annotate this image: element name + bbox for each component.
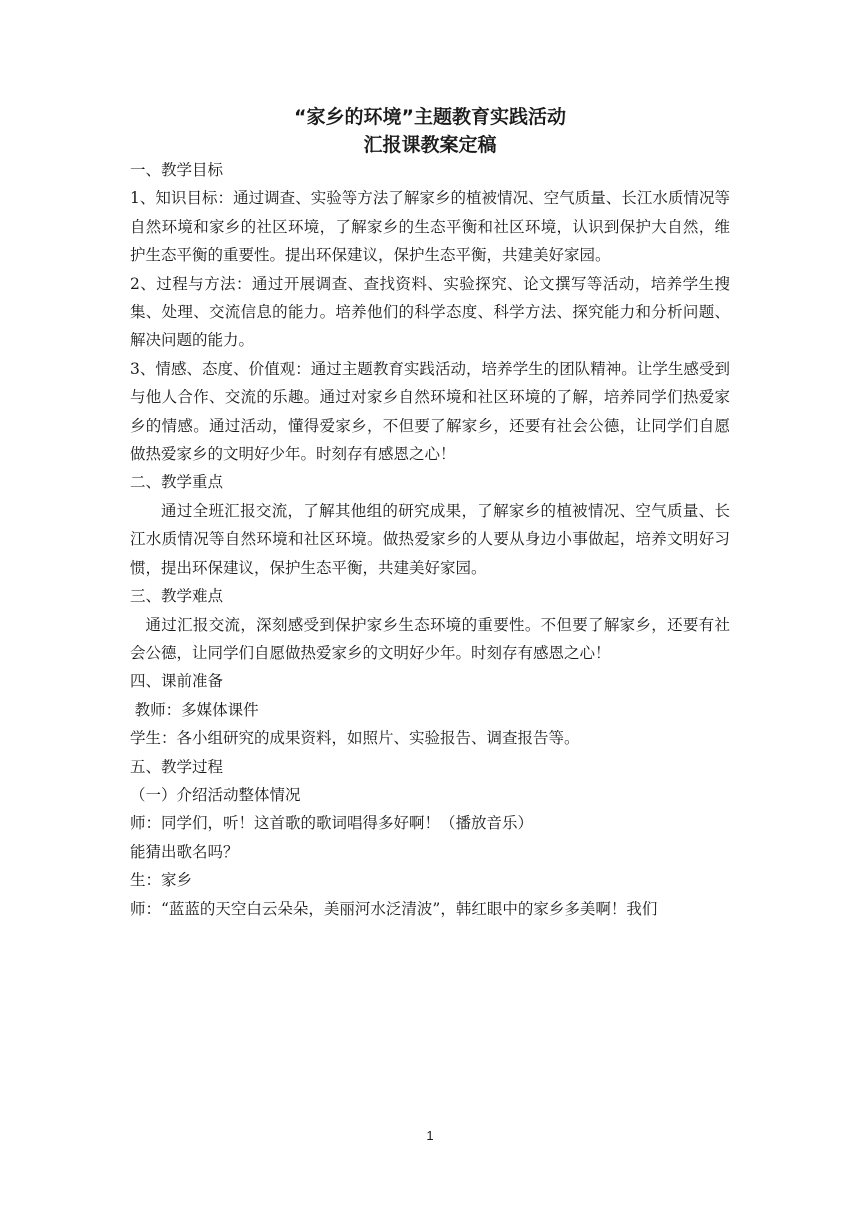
dialogue-line: 师：同学们，听！这首歌的歌词唱得多好啊！（播放音乐） bbox=[130, 814, 534, 833]
paragraph-key-points: 通过全班汇报交流，了解其他组的研究成果，了解家乡的植被情况、空气质量、长江水质情况等自然环境和社区环境。做热爱家乡的人要从身边小事做起，培养文明好习惯，提出环保建议，保护生态平衡，共建美好家园。 bbox=[130, 501, 730, 577]
section-heading-preparation: 四、课前准备 bbox=[130, 672, 224, 691]
document-subtitle: 汇报课教案定稿 bbox=[363, 134, 497, 156]
section-heading-objectives: 一、教学目标 bbox=[130, 161, 224, 179]
dialogue-line: 师：“蓝蓝的天空白云朵朵，美丽河水泛清波”，韩红眼中的家乡多美啊！我们 bbox=[130, 899, 658, 918]
paragraph-knowledge-goal: 1、知识目标：通过调查、实验等方法了解家乡的植被情况、空气质量、长江水质情况等自然环境和家乡的社区环境，了解家乡的生态平衡和社区环境，认识到保护大自然，维护生态平衡的重要性。提出环保建议，保护生态平衡，共建美好家园。 bbox=[130, 189, 730, 265]
paragraph-emotion-values: 3、情感、态度、价值观：通过主题教育实践活动，培养学生的团队精神。让学生感受到与他人合作、交流的乐趣。通过对家乡自然环境和社区环境的了解，培养同学们热爱家乡的情感。通过活动，懂得爱家乡，不但要了解家乡，还要有社会公德，让同学们自愿做热爱家乡的文明好少年。时刻存有感恩之心！ bbox=[130, 359, 730, 464]
paragraph-difficulties: 通过汇报交流，深刻感受到保护家乡生态环境的重要性。不但要了解家乡，还要有社会公德，让同学们自愿做热爱家乡的文明好少年。时刻存有感恩之心！ bbox=[130, 615, 730, 662]
paragraph-student-prep: 学生：各小组研究的成果资料，如照片、实验报告、调查报告等。 bbox=[130, 729, 580, 748]
document-body bbox=[130, 156, 730, 923]
section-heading-difficulties: 三、教学难点 bbox=[130, 587, 224, 606]
paragraph-process-method: 2、过程与方法：通过开展调查、查找资料、实验探究、论文撰写等活动，培养学生搜集、处理、交流信息的能力。培养他们的科学态度、科学方法、探究能力和分析问题、解决问题的能力。 bbox=[130, 274, 730, 350]
document-title: “家乡的环境”主题教育实践活动 bbox=[294, 106, 566, 128]
page-number: 1 bbox=[426, 1128, 434, 1143]
section-heading-process: 五、教学过程 bbox=[130, 757, 224, 776]
section-heading-key-points: 二、教学重点 bbox=[130, 473, 224, 492]
subsection-heading-intro: （一）介绍活动整体情况 bbox=[130, 785, 301, 804]
dialogue-line: 能猜出歌名吗？ bbox=[130, 842, 239, 861]
paragraph-teacher-prep: 教师：多媒体课件 bbox=[134, 700, 259, 719]
dialogue-line: 生：家乡 bbox=[130, 871, 193, 890]
